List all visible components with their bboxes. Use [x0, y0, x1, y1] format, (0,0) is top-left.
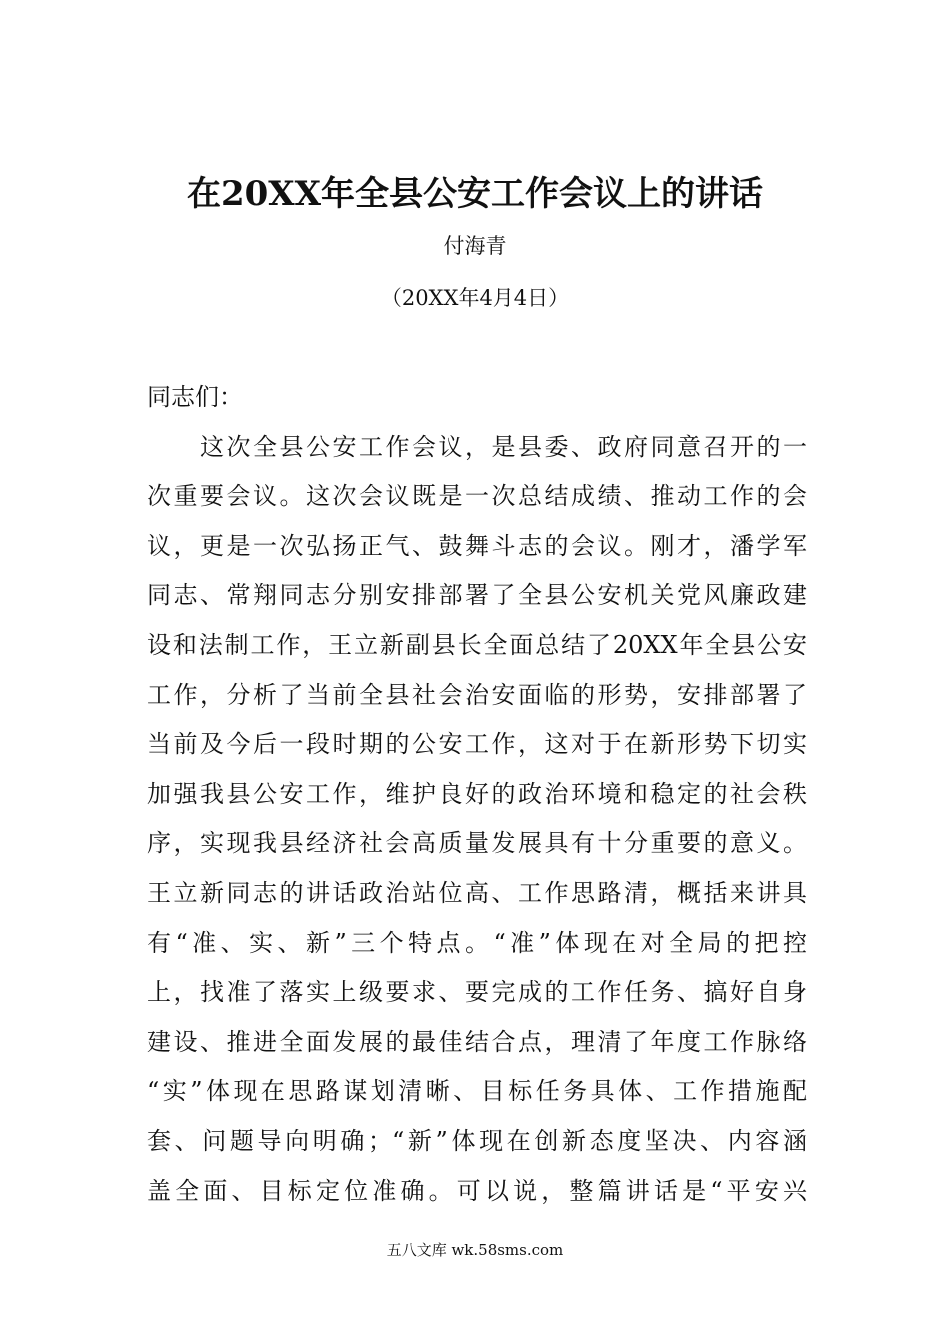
body-line: 同志、常翔同志分别安排部署了全县公安机关党风廉政建 [147, 581, 807, 610]
body-line: 盖全面、目标定位准确。可以说，整篇讲话是“平安兴 [147, 1176, 807, 1205]
body-line: 序，实现我县经济社会高质量发展具有十分重要的意义。 [147, 829, 807, 858]
body-line: 当前及今后一段时期的公安工作，这对于在新形势下切实 [147, 730, 807, 759]
body-line: 上，找准了落实上级要求、要完成的工作任务、搞好自身 [147, 978, 807, 1007]
body-line: 有“准、实、新”三个特点。“准”体现在对全局的把控 [147, 928, 807, 957]
body-line: 次重要会议。这次会议既是一次总结成绩、推动工作的会 [147, 482, 807, 511]
body-line: 设和法制工作，王立新副县长全面总结了20XX年全县公安 [147, 630, 807, 659]
greeting: 同志们： [147, 383, 243, 411]
speech-date: （20XX年4月4日） [380, 286, 570, 310]
speech-body [147, 373, 807, 1216]
body-line: 议，更是一次弘扬正气、鼓舞斗志的会议。刚才，潘学军 [147, 531, 807, 560]
body-line: 王立新同志的讲话政治站位高、工作思路清，概括来讲具 [147, 878, 807, 907]
body-line: “实”体现在思路谋划清晰、目标任务具体、工作措施配 [147, 1077, 807, 1106]
body-line: 这次全县公安工作会议，是县委、政府同意召开的一 [147, 432, 807, 461]
body-line: 建设、推进全面发展的最佳结合点，理清了年度工作脉络 [147, 1027, 807, 1056]
page-title: 在20XX年全县公安工作会议上的讲话 [186, 174, 764, 214]
body-line: 加强我县公安工作，维护良好的政治环境和稳定的社会秩 [147, 779, 807, 808]
footer-watermark: 五八文库 wk.58sms.com [386, 1241, 564, 1259]
body-line: 工作，分析了当前全县社会治安面临的形势，安排部署了 [147, 680, 807, 709]
author-name: 付海青 [443, 234, 507, 258]
body-line: 套、问题导向明确；“新”体现在创新态度坚决、内容涵 [147, 1126, 807, 1155]
